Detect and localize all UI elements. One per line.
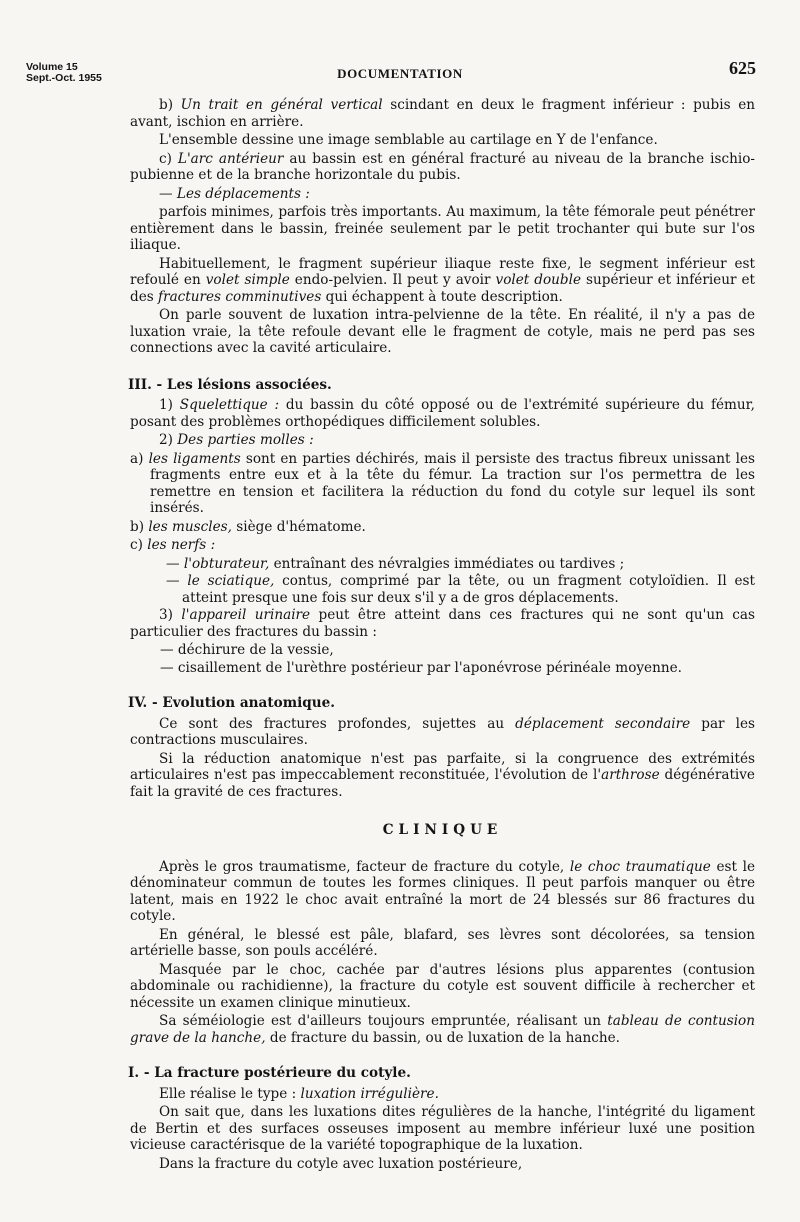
body-text [130,97,755,1174]
section-heading: III. - Les lésions associées. [128,376,332,393]
paragraph: 1) Squelettique : du bassin du côté opposé ou de l'extrémité supérieure du fémur, posant des problèmes orthopédiques difficilement solubles. [130,397,756,430]
paragraph: On sait que, dans les luxations dites régulières de la hanche, l'intégrité du ligament de Bertin et des surfaces osseuses imposent au membre inférieur luxé une position vicieuse caractérisque de la variété topographique de la luxation. [130,1104,755,1153]
list-item: — déchirure de la vessie, [160,642,334,658]
paragraph: Masquée par le choc, cachée par d'autres lésions plus apparentes (contusion abdominale ou rachidienne), la fracture du cotyle est souvent difficile à rechercher et nécessite un examen clinique minutieux. [130,961,755,1011]
paragraph: On parle souvent de luxation intra-pelvienne de la tête. En réalité, il n'y a pas de luxation vraie, la tête refoule devant elle le fragment de cotyle, mais ne perd pas ses connections avec la cavité articulaire. [130,307,755,356]
list-item: a) les ligaments sont en parties déchirés, mais il persiste des tractus fibreux unissant les fragments entre eux et à la tête du fémur. La traction sur l'os permettra de les remettre en tension et facilitera la réduction du fond du cotyle sur lequel ils sont insérés. [130,450,755,516]
paragraph: Dans la fracture du cotyle avec luxation postérieure, [159,1155,523,1172]
list-item: b) les muscles, siège d'hématome. [130,518,366,535]
list-item: — cisaillement de l'urèthre postérieur par l'aponévrose périnéale moyenne. [160,659,682,676]
paragraph: Elle réalise le type : luxation irrégulière. [159,1085,439,1102]
list-item: — le sciatique, contus, comprimé par la tête, ou un fragment cotyloïdien. Il est atteint presque une fois sur deux s'il y a de gros déplacements. [166,573,755,606]
paragraph: L'ensemble dessine une image semblable au cartilage en Y de l'enfance. [159,132,658,148]
paragraph: b) Un trait en général vertical scindant en deux le fragment inférieur : pubis en avant, ischion en arrière. [130,97,755,130]
subheading: — Les déplacements : [159,185,310,202]
paragraph: Sa séméiologie est d'ailleurs toujours empruntée, réalisant un tableau de contusion grave de la hanche, de fracture du bassin, ou de luxation de la hanche. [130,1013,755,1046]
paragraph: 2) Des parties molles : [159,432,314,448]
paragraph: En général, le blessé est pâle, blafard, ses lèvres sont décolorées, sa tension artérielle basse, son pouls accéléré. [130,926,755,959]
paragraph: Ce sont des fractures profondes, sujettes au déplacement secondaire par les contractions musculaires. [130,715,755,748]
issue-label: Sept.-Oct. 1955 [26,72,102,84]
paragraph: Si la réduction anatomique n'est pas parfaite, si la congruence des extrémités articulaires n'est pas impeccablement reconstituée, l'évolution de l'arthrose dégénérative fait la gravité de ces fractures. [130,750,755,800]
page-number: 625 [729,58,756,78]
section-heading: IV. - Evolution anatomique. [128,695,336,711]
running-title: DOCUMENTATION [337,66,463,81]
volume-label: Volume 15 [26,61,78,73]
paragraph: parfois minimes, parfois très importants. Au maximum, la tête fémorale peut pénétrer entièrement dans le bassin, freinée seulement par le petit trochanter qui bute sur l'os iliaque. [130,204,755,253]
paragraph: Habituellement, le fragment supérieur iliaque reste fixe, le segment inférieur est refoulé en volet simple endo-pelvien. Il peut y avoir volet double supérieur et inférieur et des fractures comminutives qui échappent à toute description. [130,255,755,305]
section-title: CLINIQUE [382,822,503,838]
section-heading: I. - La fracture postérieure du cotyle. [128,1065,411,1081]
paragraph: c) L'arc antérieur au bassin est en général fracturé au niveau de la branche ischio-pubienne et de la branche horizontale du pubis. [130,150,755,183]
list-item: c) les nerfs : [130,537,216,553]
paragraph: 3) l'appareil urinaire peut être atteint dans ces fractures qui ne sont qu'un cas particulier des fractures du bassin : [130,607,755,640]
paragraph: Après le gros traumatisme, facteur de fracture du cotyle, le choc traumatique est le dénominateur commun de toutes les formes cliniques. Il peut parfois manquer ou être latent, mais en 1922 le choc avait entraîné la mort de 24 blessés sur 86 fractures du cotyle. [130,858,755,924]
list-item: — l'obturateur, entraînant des névralgies immédiates ou tardives ; [166,555,625,572]
